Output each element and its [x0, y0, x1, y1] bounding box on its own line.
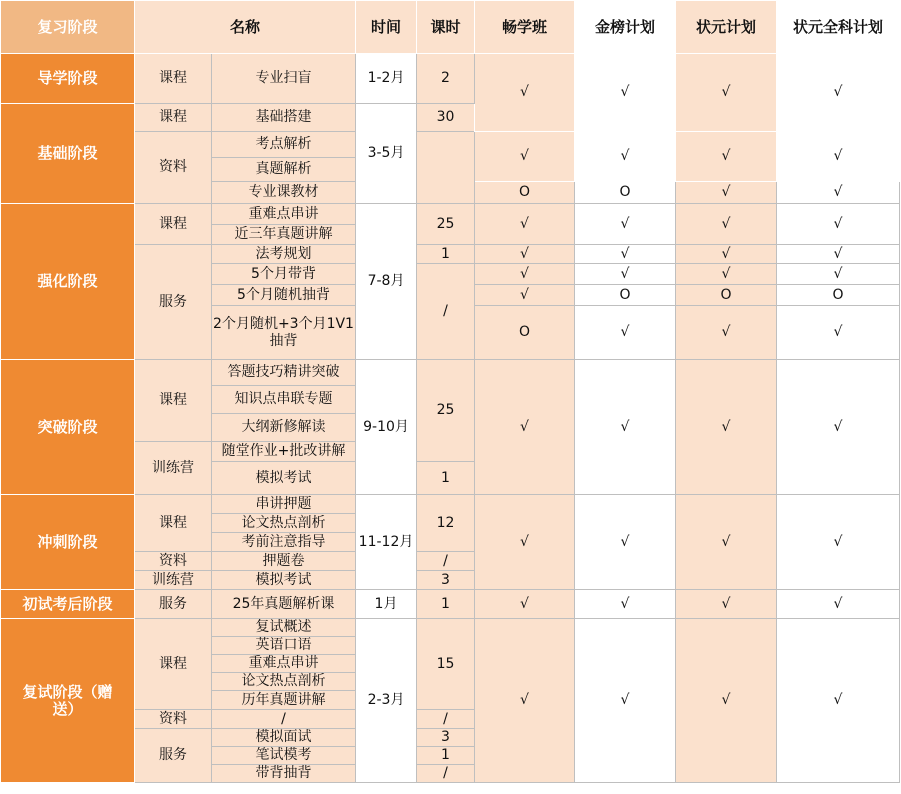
item-cell: 复试概述: [212, 619, 356, 637]
item-cell: 专业课教材: [212, 182, 356, 204]
plan-mark: √: [575, 590, 676, 619]
header-row: [1, 1, 900, 54]
plan-mark: √: [575, 360, 676, 495]
plan-mark: √: [475, 590, 575, 619]
plan-mark: √: [777, 495, 900, 590]
stage-label: 冲刺阶段: [1, 495, 135, 590]
category-cell: 课程: [135, 619, 212, 710]
item-cell: 押题卷: [212, 552, 356, 571]
plan-mark: √: [777, 619, 900, 783]
table-row: [1, 204, 900, 225]
plan-mark: √: [777, 306, 900, 360]
item-cell: 答题技巧精讲突破: [212, 360, 356, 386]
item-cell: 论文热点剖析: [212, 514, 356, 533]
plan-mark: √: [475, 204, 575, 245]
plan-mark: √: [676, 590, 777, 619]
plan-mark: √: [777, 204, 900, 245]
item-cell: 笔试模考: [212, 747, 356, 765]
category-cell: 课程: [135, 360, 212, 442]
header-plan-3: 状元计划: [676, 1, 777, 54]
hours-cell: 1: [417, 245, 475, 264]
stage-label: 初试考后阶段: [1, 590, 135, 619]
stage-label: 基础阶段: [1, 104, 135, 204]
plan-mark: √: [676, 132, 777, 182]
plan-mark: √: [777, 590, 900, 619]
plan-mark: √: [676, 495, 777, 590]
plan-mark: √: [676, 619, 777, 783]
plan-mark: √: [777, 182, 900, 204]
item-cell: 带背抽背: [212, 765, 356, 783]
time-cell: 7-8月: [356, 204, 417, 360]
hours-cell: 25: [417, 204, 475, 245]
time-cell: 11-12月: [356, 495, 417, 590]
item-cell: 重难点串讲: [212, 655, 356, 673]
plan-mark: √: [575, 619, 676, 783]
table-row: [1, 245, 900, 264]
header-hours: 课时: [417, 1, 475, 54]
plan-mark: √: [475, 285, 575, 306]
item-cell: 考点解析: [212, 132, 356, 158]
plan-mark: √: [475, 54, 575, 132]
item-cell: 25年真题解析课: [212, 590, 356, 619]
hours-cell: /: [417, 264, 475, 360]
item-cell: 论文热点剖析: [212, 673, 356, 691]
plan-mark: √: [777, 54, 900, 132]
plan-mark: √: [676, 245, 777, 264]
item-cell: 知识点串联专题: [212, 386, 356, 414]
item-cell: /: [212, 710, 356, 729]
time-cell: 1-2月: [356, 54, 417, 104]
hours-cell: 1: [417, 462, 475, 495]
table-row: [1, 495, 900, 514]
plan-mark: √: [575, 264, 676, 285]
item-cell: 大纲新修解读: [212, 414, 356, 442]
item-cell: 模拟考试: [212, 462, 356, 495]
category-cell: 资料: [135, 552, 212, 571]
category-cell: 课程: [135, 495, 212, 552]
hours-cell: 3: [417, 729, 475, 747]
header-plan-1: 畅学班: [475, 1, 575, 54]
table-row: [1, 132, 900, 158]
hours-cell: 1: [417, 590, 475, 619]
plan-mark: √: [475, 360, 575, 495]
hours-cell: 30: [417, 104, 475, 132]
hours-cell: 15: [417, 619, 475, 710]
item-cell: 历年真题讲解: [212, 691, 356, 710]
item-cell: 模拟考试: [212, 571, 356, 590]
hours-cell: 25: [417, 360, 475, 462]
plan-mark: O: [475, 182, 575, 204]
category-cell: 课程: [135, 104, 212, 132]
item-cell: 2个月随机+3个月1V1抽背: [212, 306, 356, 360]
plan-mark: O: [575, 285, 676, 306]
plan-mark: √: [777, 264, 900, 285]
header-stage: 复习阶段: [1, 1, 135, 54]
item-cell: 真题解析: [212, 158, 356, 182]
category-cell: 资料: [135, 132, 212, 204]
time-cell: 1月: [356, 590, 417, 619]
hours-cell: 3: [417, 571, 475, 590]
hours-cell: /: [417, 552, 475, 571]
item-cell: 法考规划: [212, 245, 356, 264]
time-cell: 9-10月: [356, 360, 417, 495]
plan-mark: √: [475, 495, 575, 590]
category-cell: 课程: [135, 204, 212, 245]
category-cell: 训练营: [135, 571, 212, 590]
time-cell: 2-3月: [356, 619, 417, 783]
plan-mark: O: [475, 306, 575, 360]
plan-mark: √: [475, 264, 575, 285]
plan-mark: √: [676, 264, 777, 285]
plan-mark: √: [676, 306, 777, 360]
plan-mark: √: [575, 54, 676, 132]
item-cell: 考前注意指导: [212, 533, 356, 552]
plan-mark: O: [777, 285, 900, 306]
item-cell: 专业扫盲: [212, 54, 356, 104]
table-row: [1, 360, 900, 386]
plan-mark: √: [676, 182, 777, 204]
table-row: [1, 54, 900, 104]
header-plan-4: 状元全科计划: [777, 1, 900, 54]
item-cell: 近三年真题讲解: [212, 225, 356, 245]
item-cell: 串讲押题: [212, 495, 356, 514]
category-cell: 课程: [135, 54, 212, 104]
hours-cell: [417, 132, 475, 204]
item-cell: 重难点串讲: [212, 204, 356, 225]
plan-mark: √: [575, 245, 676, 264]
header-plan-2: 金榜计划: [575, 1, 676, 54]
stage-label: 突破阶段: [1, 360, 135, 495]
stage-label: 强化阶段: [1, 204, 135, 360]
item-cell: 模拟面试: [212, 729, 356, 747]
hours-cell: 12: [417, 495, 475, 552]
category-cell: 训练营: [135, 442, 212, 495]
time-cell: 3-5月: [356, 104, 417, 204]
item-cell: 5个月随机抽背: [212, 285, 356, 306]
plan-mark: √: [575, 495, 676, 590]
table-row: [1, 619, 900, 637]
plan-mark: √: [676, 204, 777, 245]
plan-mark: O: [575, 182, 676, 204]
item-cell: 随堂作业+批改讲解: [212, 442, 356, 462]
plan-mark: √: [575, 204, 676, 245]
category-cell: 服务: [135, 590, 212, 619]
item-cell: 英语口语: [212, 637, 356, 655]
table-row: [1, 590, 900, 619]
plan-mark: √: [777, 132, 900, 182]
header-time: 时间: [356, 1, 417, 54]
plan-mark: √: [575, 132, 676, 182]
plan-mark: √: [777, 245, 900, 264]
item-cell: 基础搭建: [212, 104, 356, 132]
plan-mark: O: [676, 285, 777, 306]
plan-mark: √: [676, 54, 777, 132]
category-cell: 服务: [135, 245, 212, 360]
header-name: 名称: [135, 1, 356, 54]
hours-cell: 1: [417, 747, 475, 765]
category-cell: 服务: [135, 729, 212, 783]
plan-mark: √: [676, 360, 777, 495]
plan-mark: √: [475, 245, 575, 264]
plan-mark: √: [575, 306, 676, 360]
hours-cell: 2: [417, 54, 475, 104]
plan-mark: √: [475, 132, 575, 182]
plan-mark: √: [475, 619, 575, 783]
hours-cell: /: [417, 765, 475, 783]
plan-mark: √: [777, 360, 900, 495]
item-cell: 5个月带背: [212, 264, 356, 285]
category-cell: 资料: [135, 710, 212, 729]
stage-label: 复试阶段（赠送）: [1, 619, 135, 783]
stage-label: 导学阶段: [1, 54, 135, 104]
hours-cell: /: [417, 710, 475, 729]
